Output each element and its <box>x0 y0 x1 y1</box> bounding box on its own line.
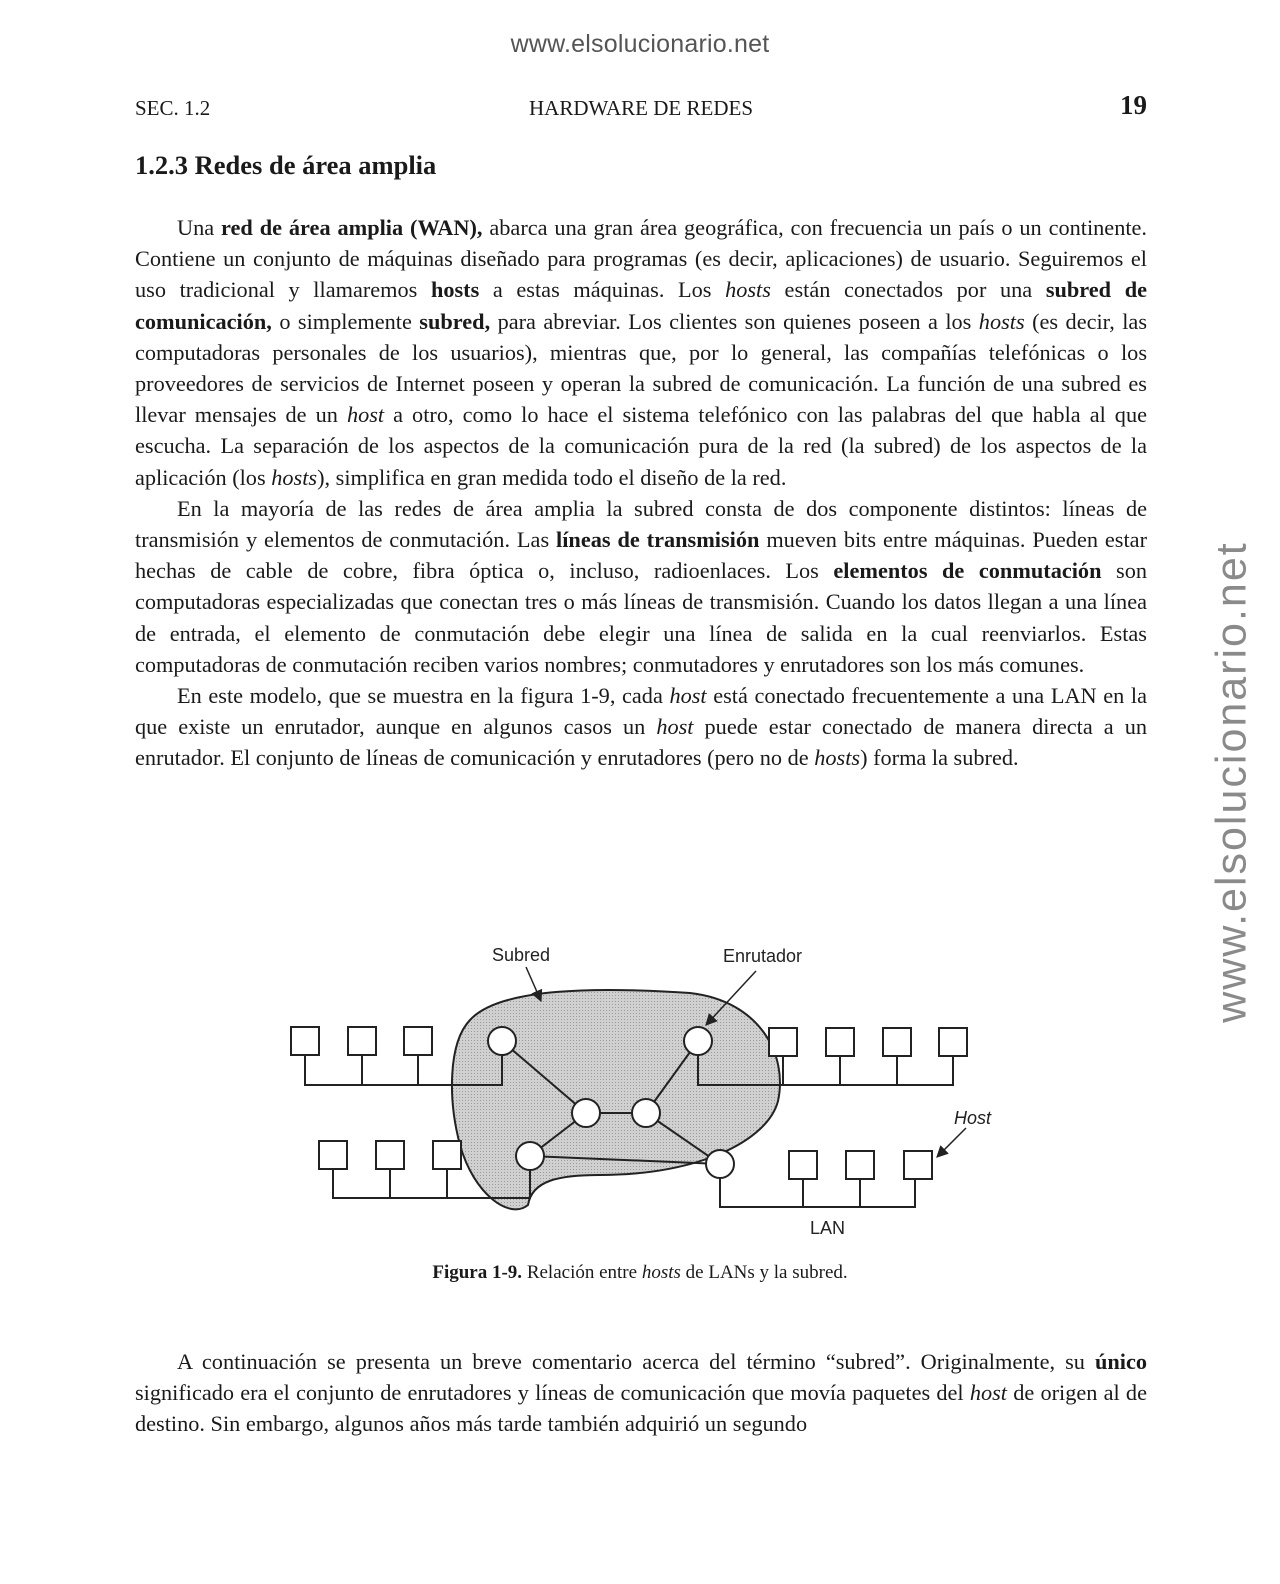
host-box <box>291 1027 319 1055</box>
text-run: a estas máquinas. Los <box>479 277 726 303</box>
host-box <box>846 1151 874 1179</box>
bold-run: hosts <box>430 277 480 303</box>
italic-run: host <box>656 714 694 740</box>
bold-run: red de área amplia (WAN), <box>221 215 483 240</box>
body-text <box>135 212 1147 774</box>
bold-run: único <box>1094 1349 1147 1374</box>
text-run: están conectados por una <box>770 277 1046 303</box>
router-node <box>516 1142 544 1170</box>
host-box <box>769 1028 797 1056</box>
host-box <box>883 1028 911 1056</box>
text-run: de origen al de destino. Sin embargo, algunos años más tarde también adquirió un segundo <box>135 1380 1147 1437</box>
italic-run: host <box>346 402 385 428</box>
text-run: ), simplifica en gran medida todo el diseño de la red. <box>317 464 787 490</box>
italic-run: hosts <box>271 464 318 490</box>
section-heading: 1.2.3 Redes de área amplia <box>135 150 437 180</box>
host-box <box>939 1028 967 1056</box>
italic-run: hosts <box>725 277 771 303</box>
router-node <box>706 1150 734 1178</box>
router-node <box>684 1027 712 1055</box>
text-run: abarca una gran área geográfica, con frecuencia un país o un continente. Contiene un conjunto de máquinas diseñado para programas (es decir, aplicaciones) de usuario. Seguiremos el uso tradicional y llamaremos <box>135 215 1148 303</box>
figure-1-9 <box>270 935 1010 1245</box>
text-run: o simplemente <box>271 308 420 334</box>
host-box <box>433 1141 461 1169</box>
text-run: En la mayoría de las redes de área amplia la subred consta de dos componente distintos: líneas de transmisión y elementos de conmutación. Las <box>135 495 1147 553</box>
text-run: mueven bits entre máquinas. Pueden estar hechas de cable de cobre, fibra óptica o, incluso, radioenlaces. Los <box>135 527 1148 584</box>
text-run: En este modelo, que se muestra en la figura 1-9, cada <box>177 683 670 709</box>
text-run: para abreviar. Los clientes son quienes poseen a los <box>490 308 979 334</box>
text-run: son computadoras especializadas que conectan tres o más líneas de transmisión. Cuando los datos llegan a una línea de entrada, el elemento de conmutación debe elegir una línea de salida en la cual reenviarlos. Estas computadoras de conmutación reciben varios nombres; conmutadores y enrutadores son los más comunes. <box>135 558 1147 677</box>
text-run: a otro, como lo hace el sistema telefónico con las palabras del que habla al que escucha. La separación de los aspectos de la comunicación pura de la red (la subred) de los aspectos de la aplicación (los <box>135 402 1148 490</box>
italic-run: hosts <box>978 308 1025 334</box>
watermark-top: www.elsolucionario.net <box>510 30 770 58</box>
router-node <box>632 1099 660 1127</box>
bold-run: Figura 1-9. <box>432 1262 523 1283</box>
paragraph <box>135 680 1147 774</box>
host-pointer <box>937 1128 966 1157</box>
text-run: Relación entre <box>522 1262 642 1283</box>
label-lan: LAN <box>810 1218 846 1238</box>
watermark-side-text: www.elsolucionario.net <box>1207 541 1256 1023</box>
page-number: 19 <box>1120 90 1147 120</box>
host-box <box>789 1151 817 1179</box>
paragraph <box>135 493 1147 680</box>
text-run: significado era el conjunto de enrutadores y líneas de comunicación que movía paquetes del <box>135 1380 970 1406</box>
host-box <box>826 1028 854 1056</box>
text-run: de LANs y la subred. <box>680 1262 848 1283</box>
bold-run: subred, <box>419 308 491 334</box>
bold-run: elementos de conmutación <box>833 558 1102 584</box>
host-box <box>404 1027 432 1055</box>
section-number: SEC. 1.2 <box>135 96 211 120</box>
body-text-after <box>135 1346 1147 1440</box>
bold-run: subred de comunicación, <box>135 277 1147 334</box>
host-box <box>904 1151 932 1179</box>
paragraph <box>135 212 1147 493</box>
italic-run: hosts <box>641 1262 681 1283</box>
italic-run: host <box>969 1380 1007 1406</box>
host-box <box>348 1027 376 1055</box>
network-diagram <box>270 935 1010 1245</box>
label-subred: Subred <box>492 945 551 965</box>
figure-caption <box>0 1262 1280 1284</box>
label-enrutador: Enrutador <box>723 946 803 966</box>
paragraph <box>135 1346 1147 1440</box>
italic-run: hosts <box>814 745 861 771</box>
chapter-title: HARDWARE DE REDES <box>529 96 753 120</box>
router-node <box>572 1099 600 1127</box>
text-run: ) forma la subred. <box>860 745 1019 771</box>
running-head <box>135 92 1147 124</box>
text-run: A continuación se presenta un breve comentario acerca del término “subred”. Originalmente, su <box>177 1349 1095 1374</box>
host-box <box>319 1141 347 1169</box>
text-run: (es decir, las computadoras personales de los usuarios), mientras que, por lo general, las compañías telefónicas o los proveedores de servicios de Internet poseen y operan la subred de comunicación. La función de una subred es llevar mensajes de un <box>135 308 1147 428</box>
text-run: puede estar conectado de manera directa a un enrutador. El conjunto de líneas de comunicación y enrutadores (pero no de <box>135 714 1147 771</box>
italic-run: host <box>669 683 707 709</box>
subnet-cloud <box>452 990 780 1209</box>
router-node <box>488 1027 516 1055</box>
host-box <box>376 1141 404 1169</box>
text-run: está conectado frecuentemente a una LAN en la que existe un enrutador, aunque en algunos casos un <box>135 683 1147 740</box>
label-host: Host <box>954 1108 992 1128</box>
bold-run: líneas de transmisión <box>556 527 760 553</box>
text-run: Una <box>177 215 222 240</box>
